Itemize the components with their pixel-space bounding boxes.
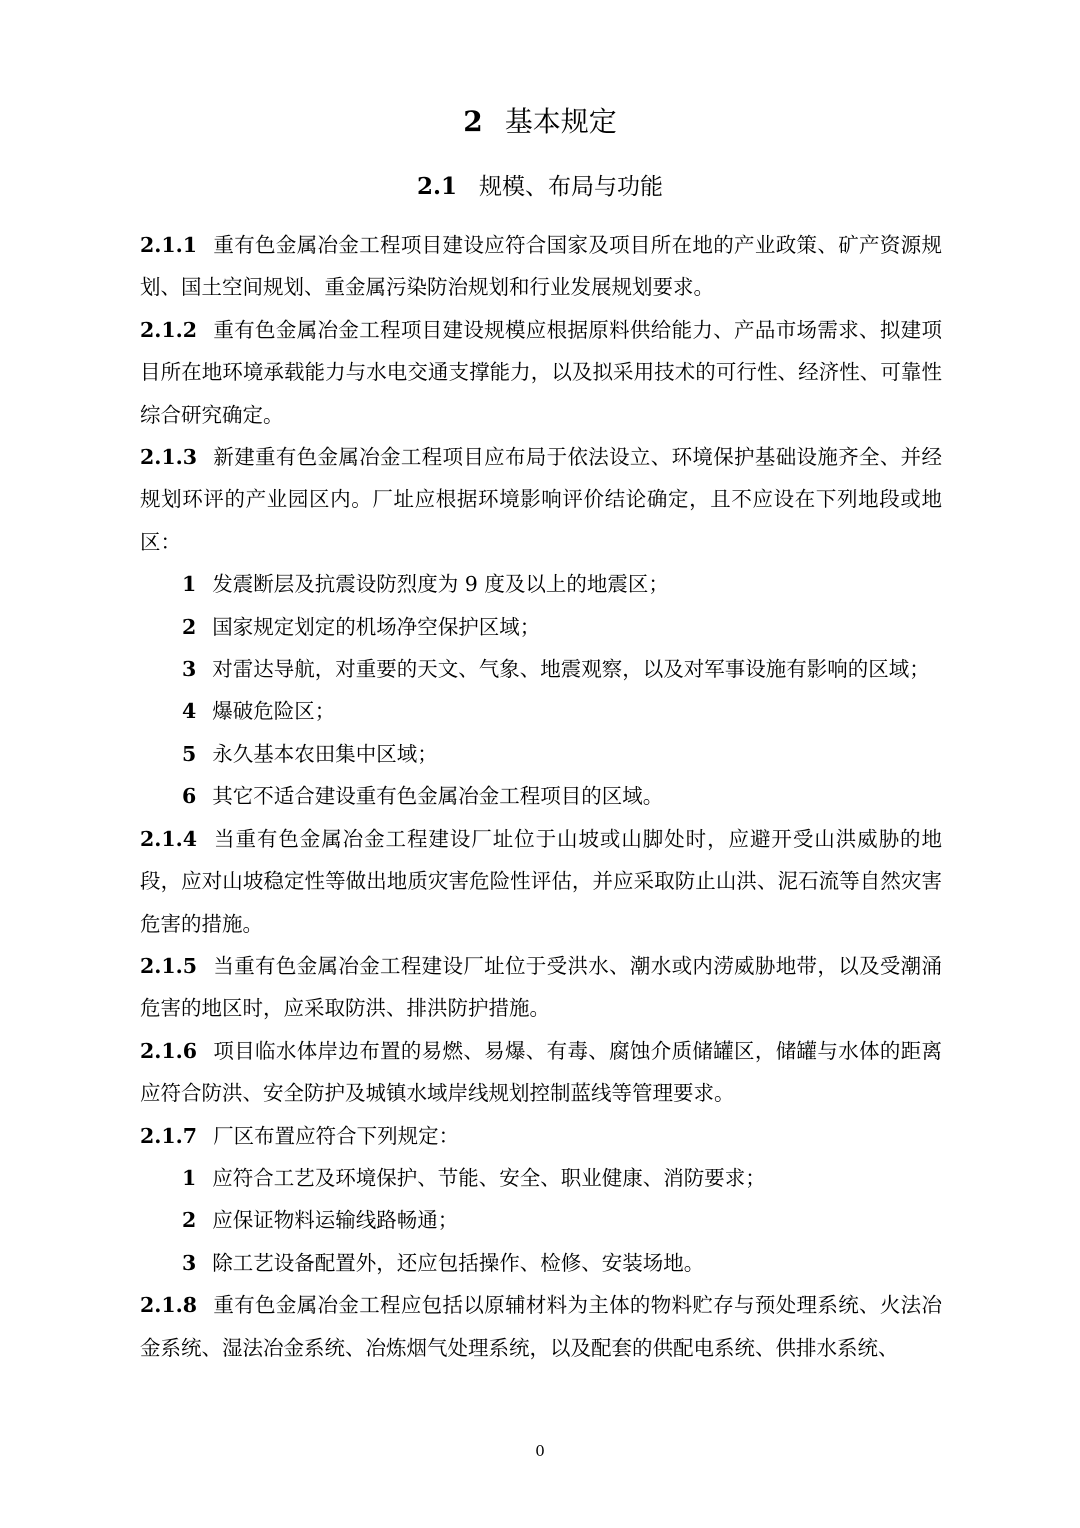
list-item [140,690,942,732]
item-number: 2 [182,1208,197,1233]
item-text: 发震断层及抗震设防烈度为 9 度及以上的地震区； [212,572,669,597]
item-text: 其它不适合建设重有色金属冶金工程项目的区域。 [212,784,664,809]
chapter-title-text: 基本规定 [504,105,617,138]
clause-text: 重有色金属冶金工程项目建设应符合国家及项目所在地的产业政策、矿产资源规划、国土空间规划、重金属污染防治规划和行业发展规划要求。 [140,233,942,300]
section-title [0,167,1080,207]
clause-number: 2.1.8 [140,1293,198,1318]
clause-text: 重有色金属冶金工程项目建设规模应根据原料供给能力、产品市场需求、拟建项目所在地环境承载能力与水电交通支撑能力，以及拟采用技术的可行性、经济性、可靠性综合研究确定。 [140,317,942,427]
clause-2-1-2 [140,309,942,436]
list-item [140,733,942,775]
clause-number: 2.1.4 [140,826,198,851]
item-number: 4 [182,699,197,724]
item-number: 5 [182,741,197,766]
list-item [140,1157,942,1199]
item-number: 1 [182,572,197,597]
chapter-number: 2 [463,105,483,138]
clause-number: 2.1.5 [140,953,198,978]
chapter-title [0,100,1080,144]
clause-2-1-1 [140,224,942,309]
item-text: 应保证物料运输线路畅通； [212,1208,459,1233]
list-item [140,563,942,605]
clause-number: 2.1.6 [140,1038,198,1063]
item-text: 永久基本农田集中区域； [212,741,438,766]
item-number: 6 [182,784,197,809]
item-number: 3 [182,1250,197,1275]
section-title-text: 规模、布局与功能 [479,174,663,200]
clause-2-1-3 [140,436,942,563]
list-item [140,1242,942,1284]
clause-number: 2.1.7 [140,1123,198,1148]
document-body [140,224,942,1369]
list-item [140,606,942,648]
clause-number: 2.1.1 [140,233,198,257]
item-text: 国家规定划定的机场净空保护区域； [212,614,541,639]
clause-2-1-8 [140,1284,942,1369]
clause-text: 重有色金属冶金工程应包括以原辅材料为主体的物料贮存与预处理系统、火法冶金系统、湿法冶金系统、冶炼烟气处理系统，以及配套的供配电系统、供排水系统、 [140,1293,942,1360]
item-number: 2 [182,614,197,639]
item-text: 对雷达导航，对重要的天文、气象、地震观察，以及对军事设施有影响的区域； [212,657,930,682]
clause-2-1-5 [140,945,942,1030]
item-text: 爆破危险区； [212,699,336,724]
item-text: 应符合工艺及环境保护、节能、安全、职业健康、消防要求； [212,1165,766,1190]
item-text: 除工艺设备配置外，还应包括操作、检修、安装场地。 [212,1250,705,1275]
item-number: 1 [182,1165,197,1190]
section-number: 2.1 [416,173,457,200]
clause-text: 项目临水体岸边布置的易燃、易爆、有毒、腐蚀介质储罐区，储罐与水体的距离应符合防洪、安全防护及城镇水域岸线规划控制蓝线等管理要求。 [140,1038,942,1106]
clause-2-1-4 [140,818,942,945]
clause-text: 当重有色金属冶金工程建设厂址位于受洪水、潮水或内涝威胁地带，以及受潮涌危害的地区时，应采取防洪、排洪防护措施。 [140,953,942,1021]
item-number: 3 [182,657,197,682]
list-item [140,648,942,690]
clause-text: 厂区布置应符合下列规定： [213,1123,460,1148]
clause-text: 新建重有色金属冶金工程项目应布局于依法设立、环境保护基础设施齐全、并经规划环评的产业园区内。厂址应根据环境影响评价结论确定，且不应设在下列地段或地区： [140,445,942,554]
list-item [140,1199,942,1241]
page-number: 0 [535,1442,545,1460]
clause-number: 2.1.2 [140,317,198,342]
clause-2-1-6 [140,1030,942,1115]
list-item [140,775,942,817]
clause-number: 2.1.3 [140,445,198,470]
clause-text: 当重有色金属冶金工程建设厂址位于山坡或山脚处时，应避开受山洪威胁的地段，应对山坡稳定性等做出地质灾害危险性评估，并应采取防止山洪、泥石流等自然灾害危害的措施。 [140,826,942,936]
clause-2-1-7 [140,1115,942,1157]
